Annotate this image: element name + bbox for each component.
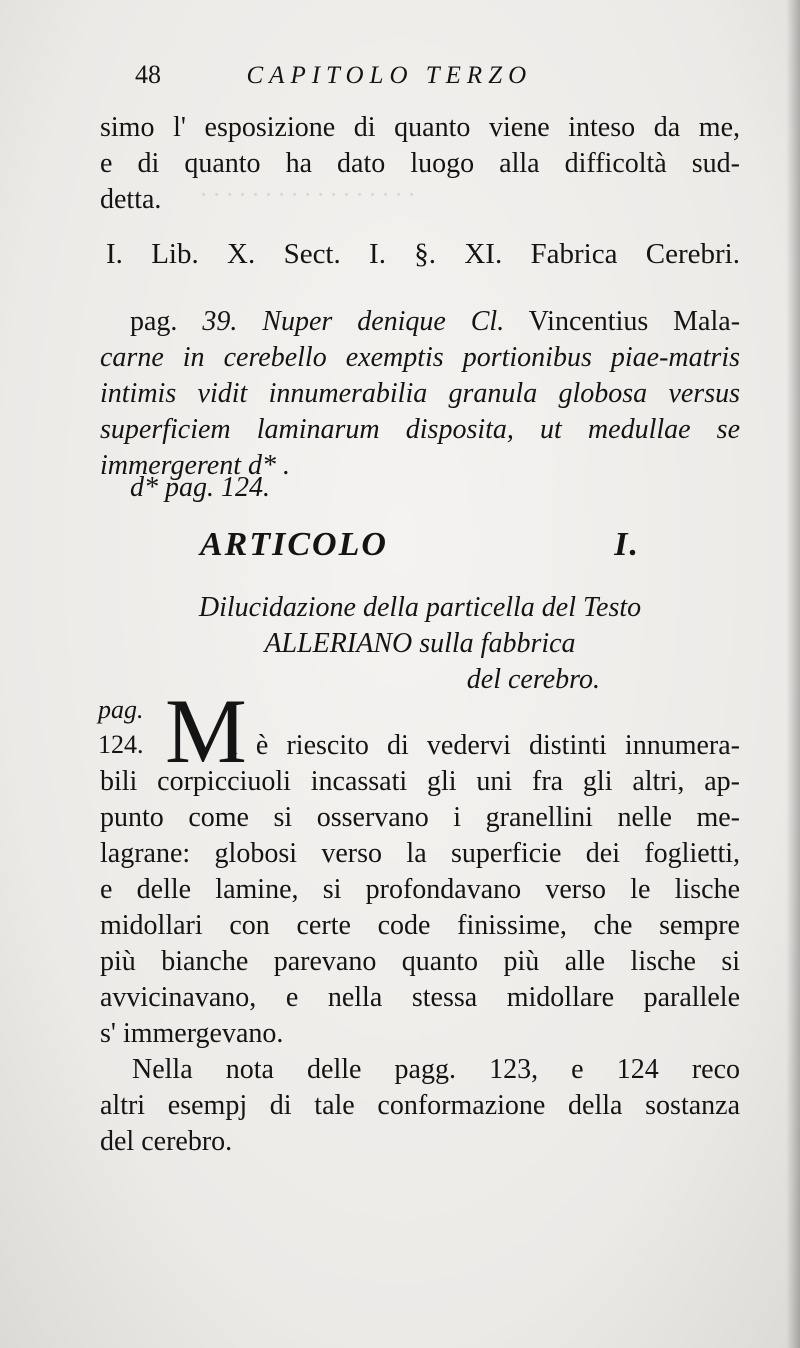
page-number: 48 [135, 60, 161, 89]
text-line: detta. [100, 184, 162, 215]
quote-text: Vincentius Mala- [528, 306, 741, 337]
running-header [135, 60, 532, 90]
quote-line: intimis vidit innumerabilia granula globosa versus [100, 378, 740, 409]
reference-line: I. Lib. X. Sect. I. §. XI. Fabrica Cerebri. [106, 238, 740, 270]
quote-pag-label: pag. [130, 306, 178, 337]
body-line: punto come si osservano i granellini nelle me- [100, 802, 740, 833]
body-line: più bianche parevano quanto più alle lische si [100, 946, 740, 977]
text-line: simo l' esposizione di quanto viene inteso da me, [100, 112, 740, 143]
running-title: CAPITOLO TERZO [246, 62, 533, 89]
quote-line [130, 304, 740, 340]
quote-text: Nuper denique [262, 306, 446, 337]
text-line: e di quanto ha dato luogo alla difficoltà sud- [100, 148, 740, 179]
body-line: altri esempj di tale conformazione della sostanza [100, 1090, 740, 1121]
body-line: s' immergevano. [100, 1018, 284, 1049]
body-line: lagrane: globosi verso la superficie dei foglietti, [100, 838, 740, 869]
body-line: i è riescito di vedervi distinti innumera- [230, 730, 740, 761]
margin-pag-label: pag. [98, 695, 144, 724]
page-edge-shadow [786, 0, 800, 1348]
quote-line: superficiem laminarum disposita, ut medullae se [100, 414, 740, 445]
article-subtitle: Dilucidazione della particella del Testo [198, 592, 642, 623]
body-line: avvicinavano, e nella stessa midollare parallele [100, 982, 740, 1013]
article-subtitle: ALLERIANO sulla fabbrica [264, 628, 576, 659]
body-line: bili corpicciuoli incassati gli uni fra gli altri, ap- [100, 766, 740, 797]
quote-line: immergerent d* . [100, 450, 290, 481]
margin-pag-number: 124. [98, 730, 144, 759]
article-title: ARTICOLO I. [200, 526, 640, 563]
quote-text: Cl. [470, 306, 505, 337]
body-line: midollari con certe code finissime, che sempre [100, 910, 740, 941]
body-line: Nella nota delle pagg. 123, e 124 reco [132, 1054, 740, 1085]
bleed-through-text: · · · · · · · · · · · · · · · · · [200, 180, 415, 209]
footnote: d* pag. 124. [130, 472, 270, 503]
article-subtitle: del cerebro. [466, 664, 600, 695]
quote-line: carne in cerebello exemptis portionibus piae-matris [100, 342, 740, 373]
body-line: del cerebro. [100, 1126, 233, 1157]
quote-pag-number: 39. [202, 306, 238, 337]
body-line: e delle lamine, si profondavano verso le lische [100, 874, 740, 905]
drop-cap: M [165, 680, 247, 782]
